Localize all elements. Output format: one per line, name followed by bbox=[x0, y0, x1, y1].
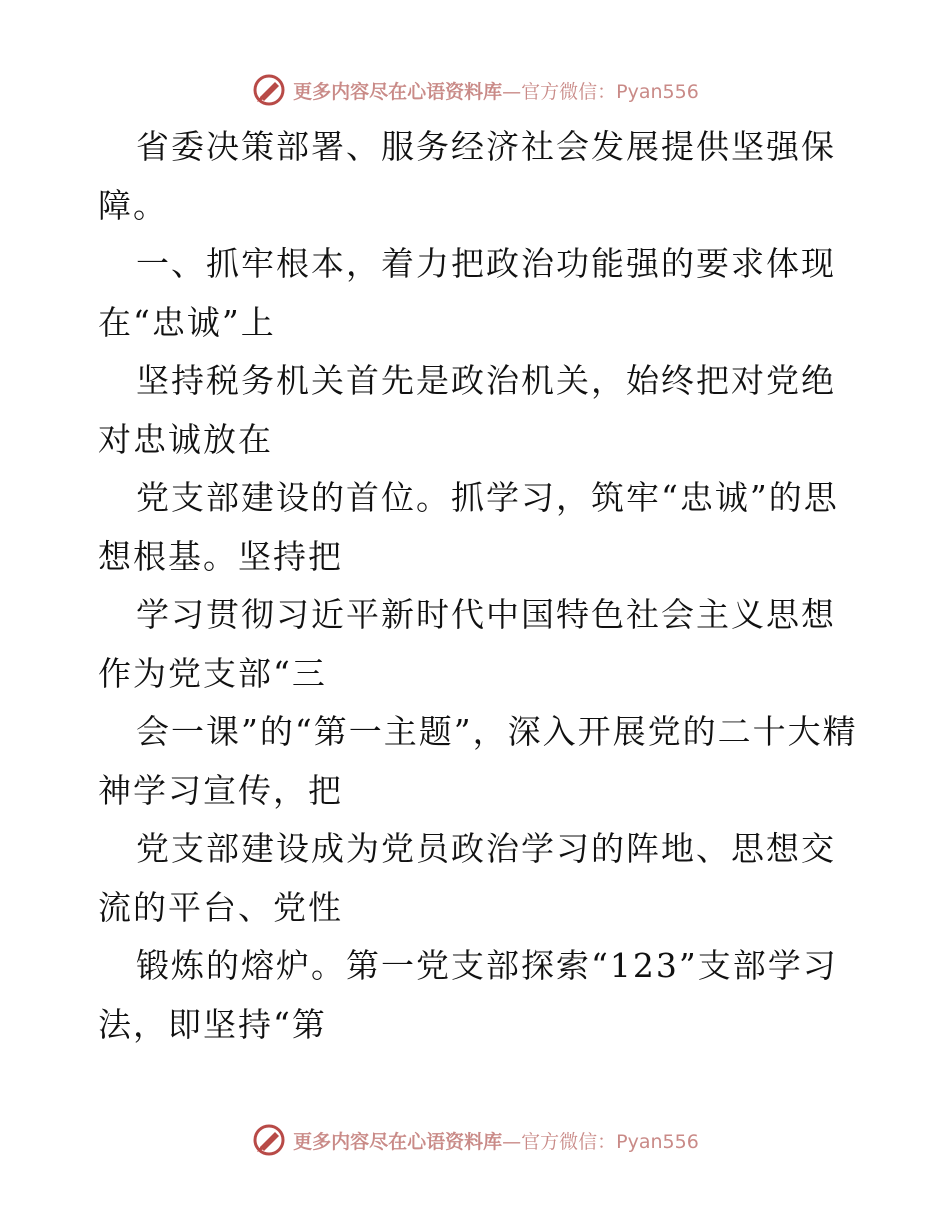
paragraph: 省委决策部署、服务经济社会发展提供坚强保障。 bbox=[98, 127, 836, 225]
watermark-text: 更多内容尽在心语资料库 bbox=[293, 1130, 503, 1153]
document-body bbox=[98, 118, 858, 1054]
paragraph: 坚持税务机关首先是政治机关，始终把对党绝对忠诚放在 bbox=[98, 361, 836, 459]
watermark-separator: — bbox=[502, 1130, 522, 1153]
header-watermark bbox=[0, 70, 950, 110]
paragraph: 党支部建设的首位。抓学习，筑牢“忠诚”的思想根基。坚持把 bbox=[98, 478, 839, 576]
pen-logo-icon bbox=[251, 1122, 287, 1158]
paragraph: 会一课”的“第一主题”，深入开展党的二十大精神学习宣传，把 bbox=[98, 712, 858, 810]
paragraph: 党支部建设成为党员政治学习的阵地、思想交流的平台、党性 bbox=[98, 829, 836, 927]
watermark-contact: 官方微信：Pyan556 bbox=[521, 80, 699, 103]
footer-watermark bbox=[0, 1120, 950, 1160]
paragraph: 学习贯彻习近平新时代中国特色社会主义思想作为党支部“三 bbox=[98, 595, 836, 693]
section-heading: 一、抓牢根本，着力把政治功能强的要求体现在“忠诚”上 bbox=[98, 244, 836, 342]
watermark-text: 更多内容尽在心语资料库 bbox=[293, 80, 503, 103]
pen-logo-icon bbox=[251, 72, 287, 108]
paragraph: 锻炼的熔炉。第一党支部探索“123”支部学习法，即坚持“第 bbox=[98, 946, 838, 1044]
watermark-separator: — bbox=[502, 80, 522, 103]
watermark-contact: 官方微信：Pyan556 bbox=[521, 1130, 699, 1153]
